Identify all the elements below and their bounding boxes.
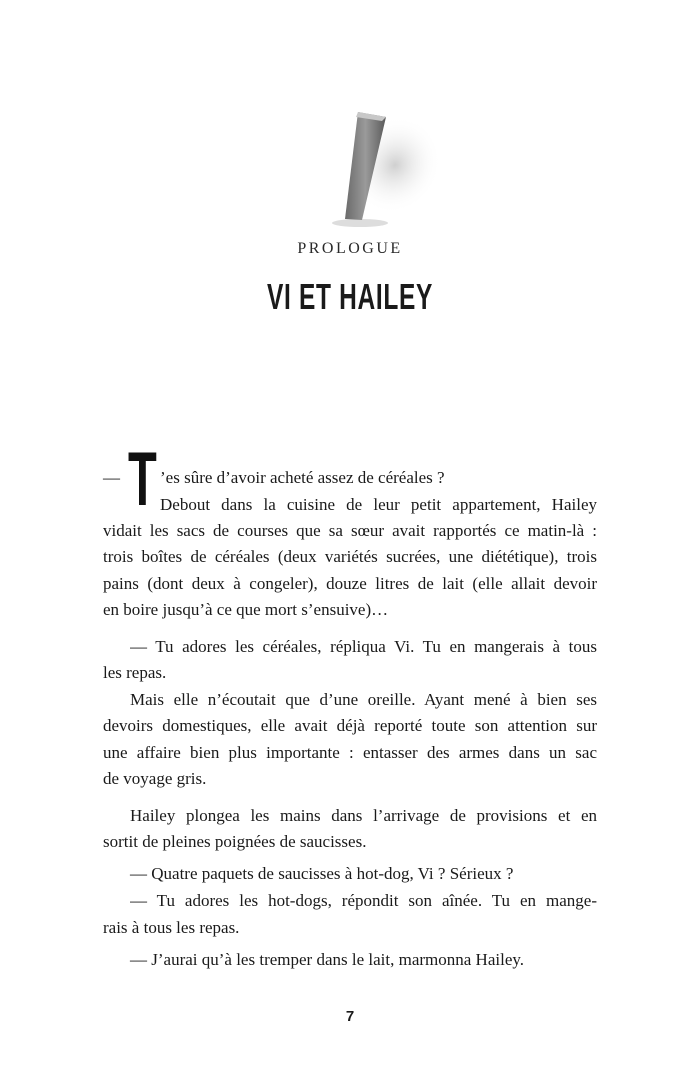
text-line: vidait les sacs de courses que sa sœur avait rapportés ce matin-là : [103, 521, 597, 540]
text-line: de voyage gris. [103, 769, 207, 788]
drop-cap: T [128, 437, 157, 522]
text-line: Debout dans la cuisine de leur petit appartement, Hailey [160, 495, 597, 514]
text-line: — Tu adores les céréales, répliqua Vi. Tu en mangerais à tous [130, 637, 597, 656]
text-line: ’es sûre d’avoir acheté assez de céréales ? [160, 468, 445, 487]
text-line: une affaire bien plus importante : entasser des armes dans un sac [103, 743, 597, 762]
text-line: sortit de pleines poignées de saucisses. [103, 832, 367, 851]
nail-ornament-icon [300, 95, 460, 235]
text-line: pains (dont deux à congeler), douze litres de lait (elle allait devoir [103, 574, 597, 593]
text-line: trois boîtes de céréales (deux variétés sucrées, une diététique), trois [103, 547, 597, 566]
text-line: en boire jusqu’à ce que mort s’ensuive)… [103, 600, 389, 619]
page-number: 7 [345, 1008, 355, 1025]
chapter-kicker: PROLOGUE [297, 240, 403, 257]
text-line: — Quatre paquets de saucisses à hot-dog, Vi ? Sérieux ? [130, 864, 514, 883]
chapter-title: VI ET HAILEY [267, 276, 433, 317]
text-line: — J’aurai qu’à les tremper dans le lait, marmonna Hailey. [130, 950, 525, 969]
text-line: — Tu adores les hot-dogs, répondit son aînée. Tu en mange- [130, 891, 597, 910]
dialogue-dash: — [103, 468, 120, 487]
text-line: les repas. [103, 663, 167, 682]
text-line: Hailey plongea les mains dans l’arrivage de provisions et en [130, 806, 597, 825]
text-line: Mais elle n’écoutait que d’une oreille. Ayant mené à bien ses [130, 690, 597, 709]
text-line: rais à tous les repas. [103, 918, 240, 937]
text-line: devoirs domestiques, elle avait déjà reporté toute son attention sur [103, 716, 597, 735]
